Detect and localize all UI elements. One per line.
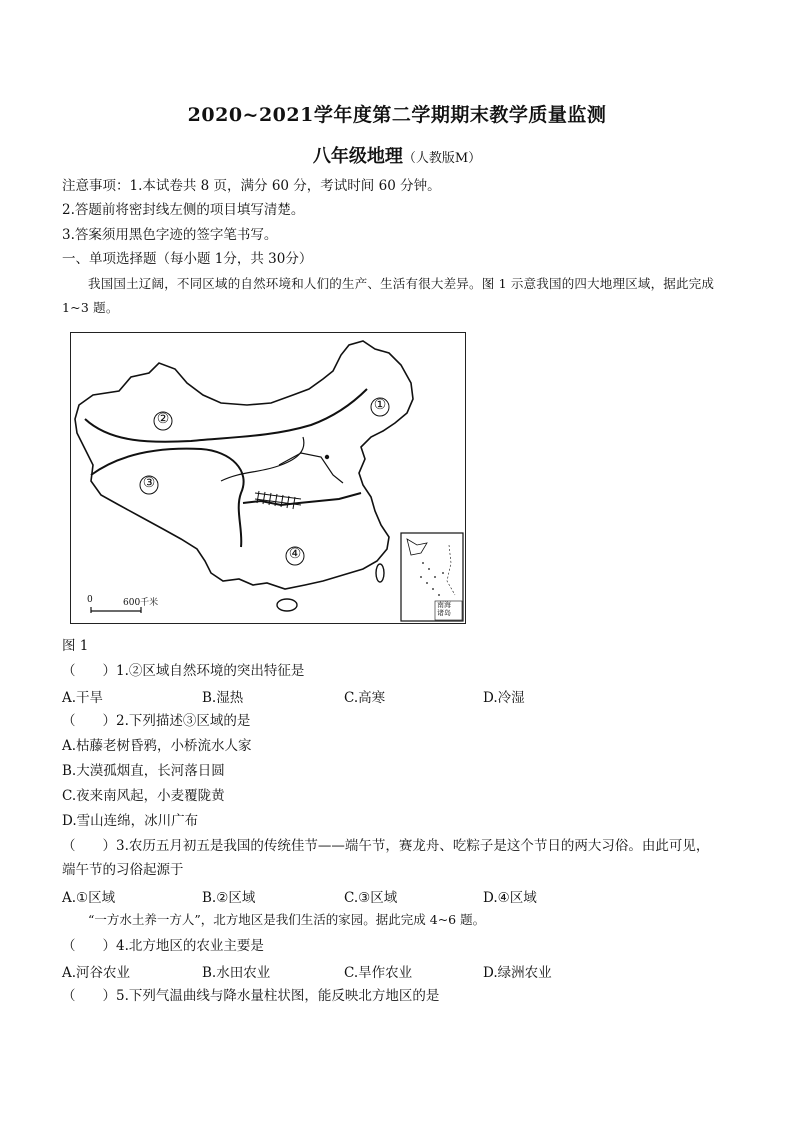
question-1-options [62, 686, 742, 706]
scale-distance-label: 600千米 [123, 598, 159, 608]
question-3-options [62, 886, 742, 906]
scale-zero-label: 0 [87, 595, 93, 605]
option-d[interactable]: D.冷湿 [483, 690, 525, 706]
exam-subtitle [0, 142, 794, 168]
boundary-north-northwest [85, 389, 367, 442]
question-4-options [62, 961, 742, 981]
region-labels [140, 398, 389, 565]
option-c[interactable]: C.③区域 [344, 890, 398, 906]
china-outline [75, 341, 413, 589]
china-regions-map [70, 332, 466, 624]
question-2-option-b[interactable]: B.大漠孤烟直，长河落日圆 [62, 763, 225, 779]
map-drawing [71, 333, 464, 622]
subject-label: 八年级地理 [312, 146, 403, 167]
hainan-island [277, 599, 297, 611]
exam-title: 2020~2021学年度第二学期期末教学质量监测 [187, 104, 607, 126]
option-d[interactable]: D.绿洲农业 [483, 965, 552, 981]
note-1: 注意事项：1.本试卷共 8 页，满分 60 分，考试时间 60 分钟。 [62, 178, 441, 194]
section-1-intro: 我国国土辽阔，不同区域的自然环境和人们的生产、生活有很大差异。图 1 示意我国的四大地理区域，据此完成 1~3 题。 [62, 276, 715, 315]
figure-caption: 图 1 [62, 638, 89, 654]
lake-marker [325, 455, 329, 459]
qinling-mountains [255, 491, 301, 509]
section-1-heading: 一、单项选择题（每小题 1分，共 30分） [62, 251, 313, 267]
note-3: 3.答案须用黑色字迹的签字笔书写。 [62, 227, 278, 243]
question-2-option-d[interactable]: D.雪山连绵，冰川广布 [62, 813, 199, 829]
option-b[interactable]: B.②区域 [202, 890, 256, 906]
region-1-label: ① [373, 397, 387, 413]
inset-label-line-2: 诸岛 [437, 609, 451, 617]
option-c[interactable]: C.旱作农业 [344, 965, 413, 981]
region-4-label: ④ [288, 546, 302, 562]
option-a[interactable]: A.河谷农业 [62, 965, 131, 981]
question-2-option-c[interactable]: C.夜来南风起，小麦覆陇黄 [62, 788, 225, 804]
question-1-stem: （ ）1.②区域自然环境的突出特征是 [62, 663, 305, 679]
river-line [221, 437, 304, 481]
question-5-stem: （ ）5.下列气温曲线与降水量柱状图，能反映北方地区的是 [62, 988, 440, 1004]
section-2-intro: “一方水土养一方人”，北方地区是我们生活的家园。据此完成 4~6 题。 [88, 912, 486, 927]
taiwan-island [376, 564, 384, 582]
option-b[interactable]: B.湿热 [202, 690, 244, 706]
region-2-label: ② [156, 411, 170, 427]
option-a[interactable]: A.干旱 [62, 690, 104, 706]
boundary-qinling-huaihe [243, 493, 361, 505]
option-d[interactable]: D.④区域 [483, 890, 537, 906]
inset-label [437, 601, 451, 617]
question-3-stem-line-2: 端午节的习俗起源于 [62, 862, 184, 878]
question-4-stem: （ ）4.北方地区的农业主要是 [62, 938, 264, 954]
note-2: 2.答题前将密封线左侧的项目填写清楚。 [62, 202, 305, 218]
question-3-stem-line-1: （ ）3.农历五月初五是我国的传统佳节——端午节，赛龙舟、吃粽子是这个节日的两大习俗。由此可见， [62, 838, 710, 854]
question-2-stem: （ ）2.下列描述③区域的是 [62, 713, 251, 729]
option-c[interactable]: C.高寒 [344, 690, 386, 706]
river-line-2 [279, 453, 343, 483]
inset-label-line-1: 南海 [437, 601, 451, 609]
edition-label: （人教版M） [402, 151, 482, 166]
region-3-label: ③ [142, 475, 156, 491]
option-b[interactable]: B.水田农业 [202, 965, 271, 981]
option-a[interactable]: A.①区域 [62, 890, 116, 906]
question-2-option-a[interactable]: A.枯藤老树昏鸦，小桥流水人家 [62, 738, 252, 754]
